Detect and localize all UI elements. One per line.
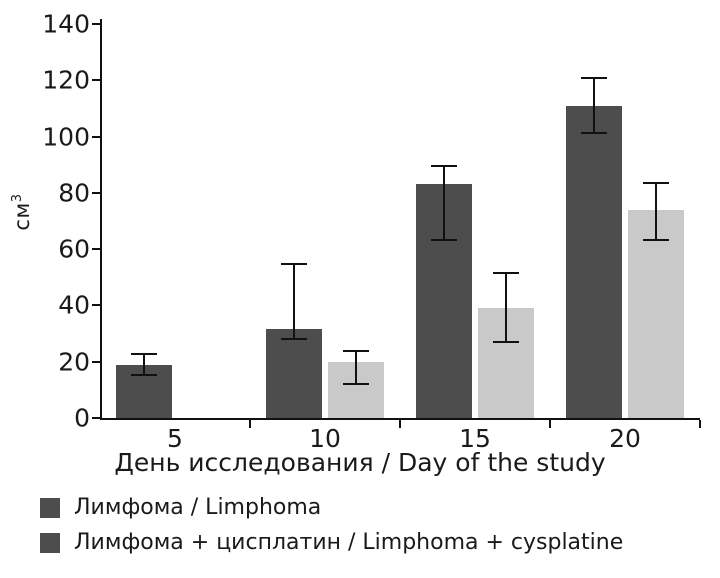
error-bar-cap-top <box>131 353 157 355</box>
error-bar-cap-top <box>343 350 369 352</box>
error-bar-cap-bottom <box>343 383 369 385</box>
y-tick-label: 0 <box>74 403 90 433</box>
error-bar-cap-bottom <box>643 239 669 241</box>
y-tick-mark <box>92 192 100 194</box>
y-tick-mark <box>92 304 100 306</box>
legend-item <box>40 495 720 520</box>
plot-area <box>42 9 700 453</box>
error-bar-cap-bottom <box>493 341 519 343</box>
error-bar <box>293 263 295 338</box>
y-tick-label: 60 <box>58 234 90 264</box>
error-bar <box>593 77 595 132</box>
x-tick-mark <box>549 420 551 428</box>
x-tick-mark <box>699 420 701 428</box>
error-bar-cap-top <box>581 77 607 79</box>
error-bar-cap-bottom <box>281 338 307 340</box>
y-tick-mark <box>92 136 100 138</box>
error-bar-cap-bottom <box>431 239 457 241</box>
y-tick-label: 120 <box>42 65 90 95</box>
y-axis-line <box>100 19 102 418</box>
y-tick-label: 20 <box>58 347 90 377</box>
chart-legend <box>40 495 720 565</box>
error-bar-cap-bottom <box>131 374 157 376</box>
error-bar <box>655 182 657 240</box>
error-bar <box>143 353 145 374</box>
legend-label: Лимфома / Limphoma <box>74 495 322 520</box>
y-tick-mark <box>92 417 100 419</box>
legend-label: Лимфома + цисплатин / Limphoma + cysplatine <box>74 530 624 555</box>
y-tick-mark <box>92 361 100 363</box>
error-bar <box>505 272 507 341</box>
legend-swatch <box>40 498 60 518</box>
x-tick-label: 10 <box>309 424 341 453</box>
x-tick-mark <box>399 420 401 428</box>
x-tick-label: 5 <box>167 424 183 453</box>
x-tick-mark <box>249 420 251 428</box>
x-tick-label: 20 <box>609 424 641 453</box>
x-axis-title: День исследования / Day of the study <box>114 448 606 477</box>
error-bar-cap-top <box>643 182 669 184</box>
bar <box>566 106 622 418</box>
error-bar-cap-bottom <box>581 132 607 134</box>
y-axis-title <box>10 192 34 232</box>
x-tick-label: 15 <box>459 424 491 453</box>
y-tick-label: 140 <box>42 9 90 39</box>
y-tick-label: 100 <box>42 122 90 152</box>
y-tick-mark <box>92 79 100 81</box>
error-bar <box>443 165 445 240</box>
y-tick-label: 80 <box>58 178 90 208</box>
error-bar-cap-top <box>281 263 307 265</box>
y-tick-mark <box>92 248 100 250</box>
y-tick-label: 40 <box>58 290 90 320</box>
y-tick-mark <box>92 23 100 25</box>
y-axis-title-exponent: 3 <box>10 193 25 203</box>
legend-swatch <box>40 533 60 553</box>
error-bar <box>355 350 357 382</box>
legend-item <box>40 530 720 555</box>
bar <box>266 329 322 418</box>
error-bar-cap-top <box>431 165 457 167</box>
y-axis-title-text: см <box>10 202 34 231</box>
error-bar-cap-top <box>493 272 519 274</box>
